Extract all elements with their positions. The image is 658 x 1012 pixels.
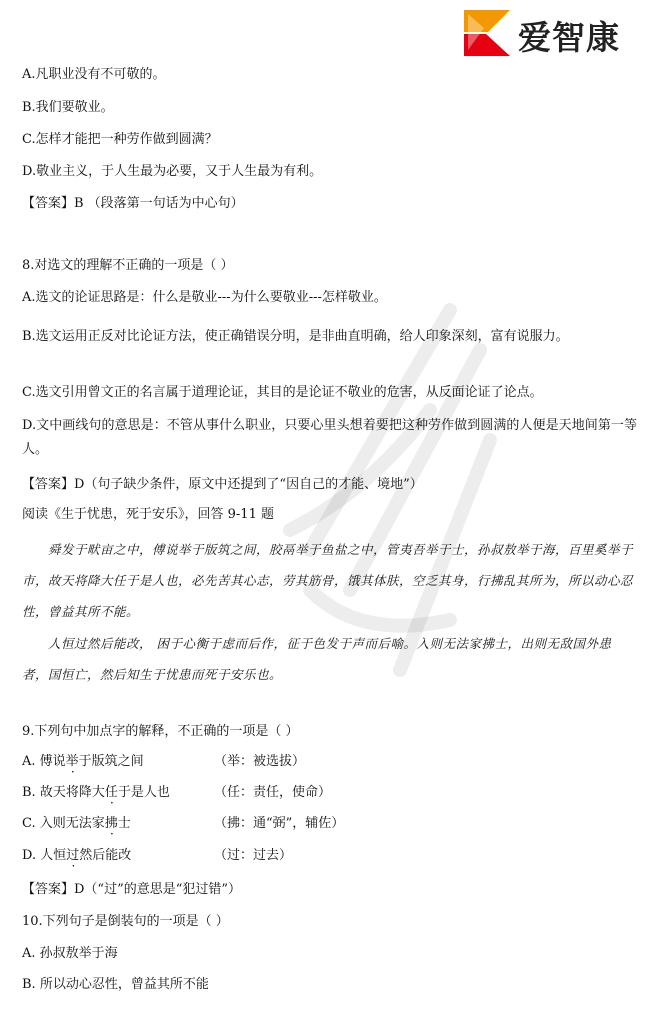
q9-option-d-gloss: （过：过去）: [214, 848, 293, 863]
q8-stem: 8.对选文的理解不正确的一项是（ ）: [22, 258, 234, 273]
logo-text: 爱智康: [518, 18, 620, 57]
q7-option-b: B.我们要敬业。: [22, 100, 114, 115]
q9-option-a-gloss: （举：被选拔）: [214, 754, 306, 769]
passage-paragraph-2: 人恒过然后能改， 困于心衡于虑而后作，征于色发于声而后喻。入则无法家拂士，出则无敌国外患者，国恒亡，然后知生于忧患而死于安乐也。: [22, 636, 612, 682]
q8-option-c: C.选文引用曾文正的名言属于道理论证，其目的是论证不敬业的危害，从反面论证了论点。: [22, 385, 543, 400]
q9-option-c-gloss: （拂：通“弼”，辅佐）: [214, 816, 345, 831]
q9-option-c: C. 入则无法家拂士: [22, 816, 131, 831]
logo-mark-icon: [464, 10, 510, 56]
passage-paragraph-1: 舜发于畎亩之中，傅说举于版筑之间，胶鬲举于鱼盐之中，管夷吾举于士，孙叔敖举于海，百里奚举于市，故天将降大任于是人也，必先苦其心志，劳其筋骨，饿其体肤，空乏其身，行拂乱其所为，所以动心忍性，曾益其所不能。: [22, 542, 634, 619]
q8-option-b: B.选文运用正反对比论证方法，使正确错误分明，是非曲直明确，给人印象深刻，富有说服力。: [22, 329, 569, 344]
q9-option-b-gloss: （任：责任，使命）: [214, 785, 332, 800]
q7-option-c: C.怎样才能把一种劳作做到圆满？: [22, 132, 218, 147]
reading-intro: 阅读《生于忧患，死于安乐》，回答 9-11 题: [22, 507, 274, 522]
q8-option-d: D.文中画线句的意思是：不管从事什么职业，只要心里头想着要把这种劳作做到圆满的人便是天地间第一等人。: [22, 418, 637, 457]
q9-stem: 9.下列句中加点字的解释，不正确的一项是（ ）: [22, 724, 299, 739]
q10-option-a: A. 孙叔敖举于海: [22, 946, 118, 961]
q9-option-d: D. 人恒过然后能改: [22, 848, 132, 863]
q10-stem: 10.下列句子是倒装句的一项是（ ）: [22, 914, 229, 929]
q7-option-d: D.敬业主义，于人生最为必要，又于人生最为有利。: [22, 164, 323, 179]
q10-option-b: B. 所以动心忍性，曾益其所不能: [22, 977, 209, 992]
q9-option-a: A. 傅说举于版筑之间: [22, 754, 144, 769]
q8-option-a: A.选文的论证思路是：什么是敬业---为什么要敬业---怎样敬业。: [22, 290, 387, 305]
q8-answer: 【答案】D（句子缺少条件，原文中还提到了“因自己的才能、境地”）: [22, 477, 423, 492]
q7-answer: 【答案】B （段落第一句话为中心句）: [22, 196, 244, 211]
q9-answer: 【答案】D（“过”的意思是“犯过错”）: [22, 882, 242, 897]
brand-logo: [464, 10, 644, 58]
q9-option-b: B. 故天将降大任于是人也: [22, 785, 170, 800]
q7-option-a: A.凡职业没有不可敬的。: [22, 67, 166, 82]
